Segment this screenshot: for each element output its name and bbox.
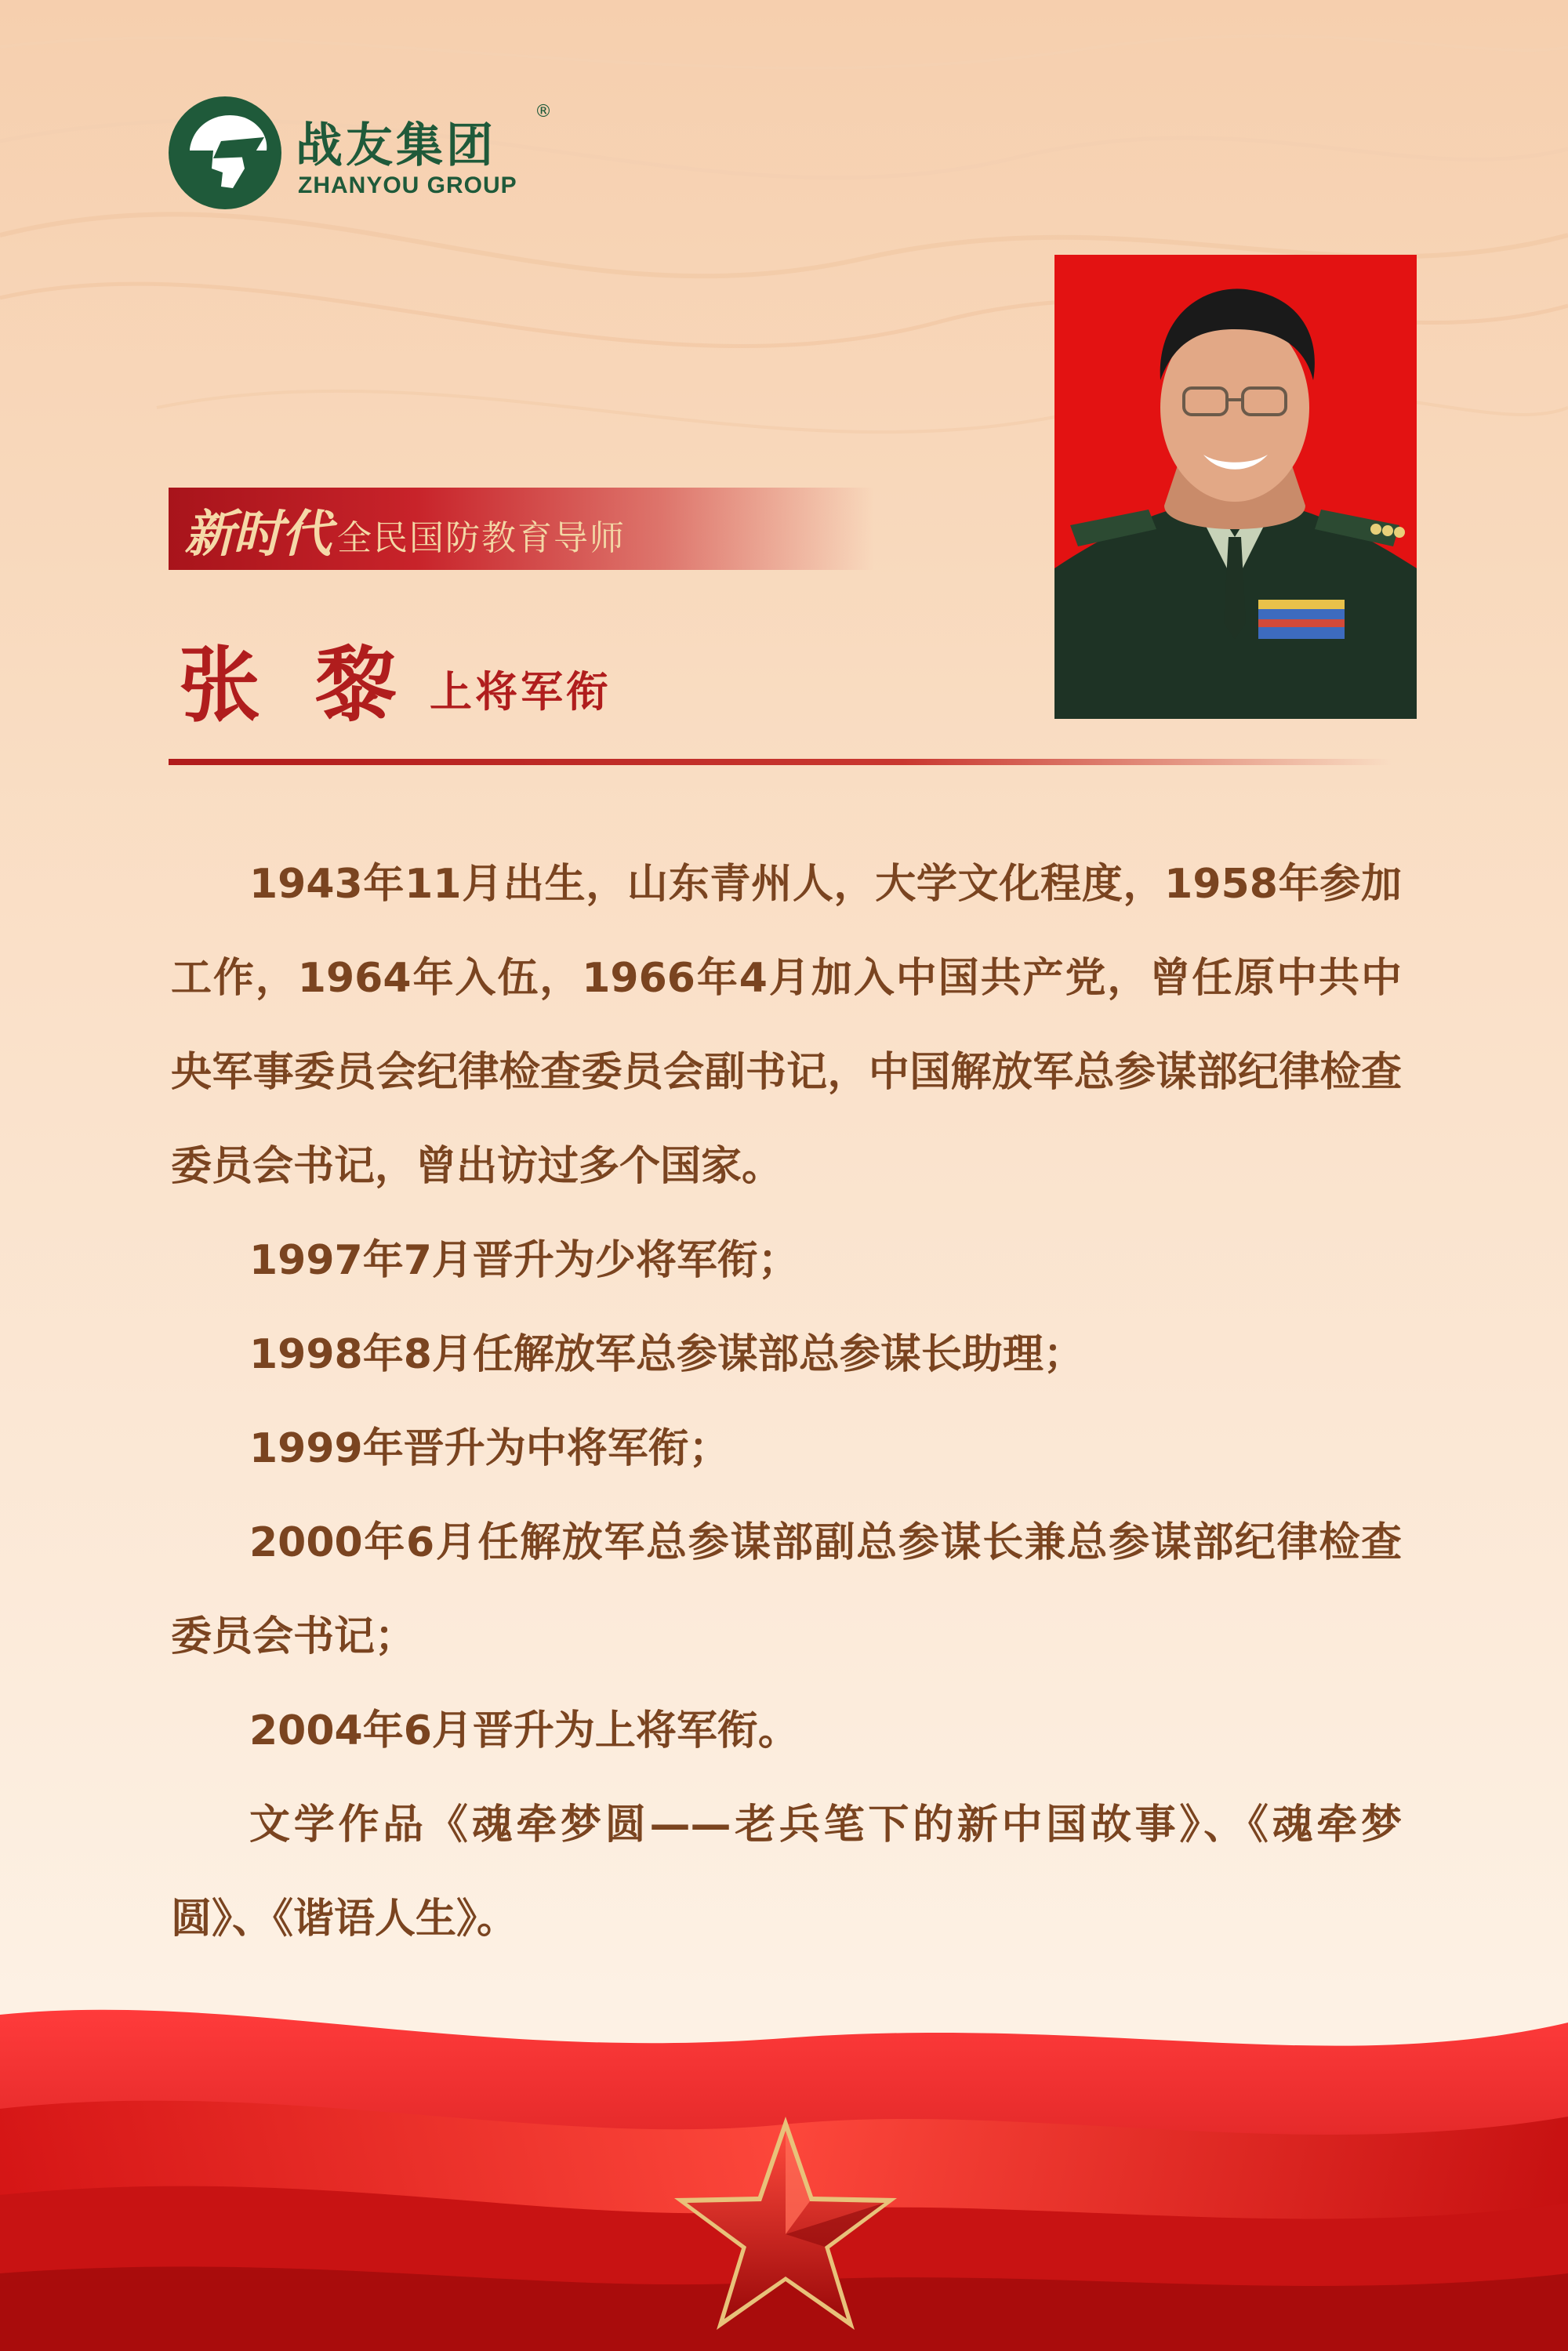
brand-name-en: ZHANYOU GROUP xyxy=(298,172,517,198)
bio-paragraph: 文学作品《魂牵梦圆——老兵笔下的新中国故事》、《魂牵梦圆》、《谐语人生》。 xyxy=(171,1801,1402,1943)
bio-paragraph: 1997年7月晋升为少将军衔； xyxy=(249,1237,799,1284)
brand-name-cn: 战友集团 xyxy=(296,118,496,173)
title-divider xyxy=(169,759,1392,765)
person-name: 张黎 xyxy=(179,637,452,733)
red-ribbon-footer xyxy=(0,1991,1568,2351)
bio-paragraph: 1999年晋升为中将军衔； xyxy=(249,1425,730,1472)
registered-mark: ® xyxy=(535,102,552,122)
portrait-illustration xyxy=(1054,255,1417,719)
bio-paragraph: 1943年11月出生，山东青州人，大学文化程度，1958年参加工作，1964年入伍，1966年4月加入中国共产党，曾任原中共中央军事委员会纪律检查委员会副书记，中国解放军总参谋部纪律检查委员会书记，曾出访过多个国家。 xyxy=(171,861,1402,1190)
soldier-helmet-icon xyxy=(166,94,284,212)
person-rank: 上将军衔 xyxy=(430,666,612,717)
title-banner xyxy=(169,488,874,570)
bio-paragraph: 2000年6月任解放军总参谋部副总参谋长兼总参谋部纪律检查委员会书记； xyxy=(171,1519,1402,1660)
banner-script-text: 新时代 xyxy=(184,505,330,564)
bio-paragraph: 2004年6月晋升为上将军衔。 xyxy=(249,1707,799,1754)
biography xyxy=(171,837,1402,1966)
brand-logo xyxy=(166,94,605,219)
banner-title: 全民国防教育导师 xyxy=(337,518,626,558)
person-portrait xyxy=(1054,255,1417,719)
bio-paragraph: 1998年8月任解放军总参谋部总参谋长助理； xyxy=(249,1331,1084,1378)
